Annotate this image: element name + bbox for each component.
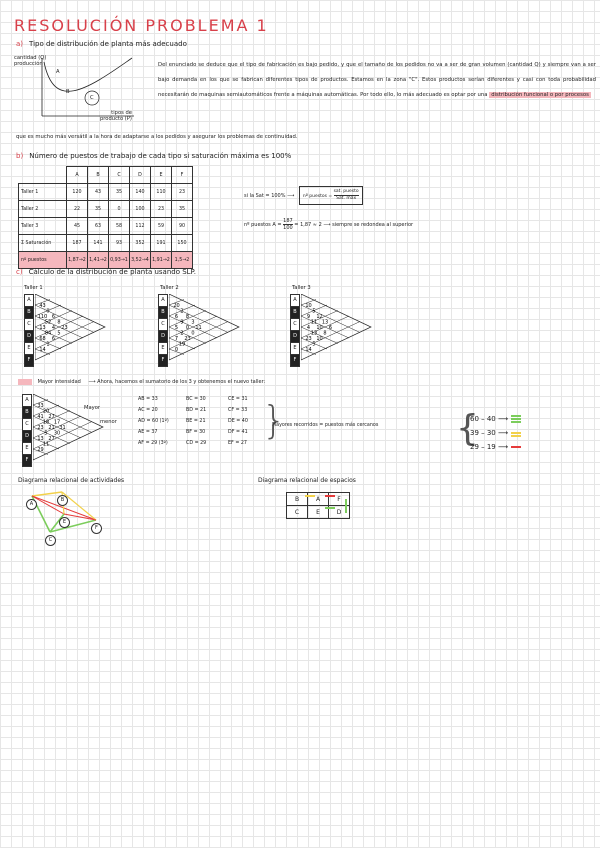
relation-value: 6 <box>328 325 333 331</box>
relation-value: 1 <box>46 341 50 348</box>
relation-value: 30 <box>53 430 61 437</box>
relation-value: 8 <box>57 319 61 326</box>
page-title: RESOLUCIÓN PROBLEMA 1 <box>14 16 269 35</box>
table-cell: 35 <box>109 184 130 201</box>
relation-value: 0 <box>191 330 195 337</box>
activity-letter: C <box>158 319 168 331</box>
relation-value: 31 <box>59 425 66 431</box>
relation-value: 2 <box>180 308 184 315</box>
relation-value: 7 <box>174 336 179 342</box>
intensity-legend <box>18 377 265 388</box>
table-cell: 1,87→2 <box>67 252 88 269</box>
note-mayor: Mayor <box>84 405 101 411</box>
node-e: E <box>59 508 70 528</box>
relation-value: 27 <box>48 414 55 420</box>
activity-letter: F <box>158 355 168 367</box>
table-cell: 150 <box>172 235 193 252</box>
activity-letter: B <box>24 307 34 319</box>
legend-swatch <box>18 379 32 385</box>
slp-triangle-taller-3 <box>290 294 400 364</box>
range-red: 29 – 19 ⟶ <box>470 440 521 454</box>
letter-column <box>24 294 34 367</box>
section-b-title: Número de puestos de trabajo de cada tipo si saturación máxima es 100% <box>29 152 292 160</box>
relation-value: 13 <box>37 436 44 442</box>
row-label: nº puestos <box>19 252 67 269</box>
pq-graph <box>14 52 154 134</box>
section-c-heading <box>16 268 196 276</box>
table-cell: 1,41→2 <box>88 252 109 269</box>
activity-letter: B <box>158 307 168 319</box>
table-cell: 3,52→4 <box>130 252 151 269</box>
spaces-layout <box>286 492 350 519</box>
spaces-diagram-title: Diagrama relacional de espacios <box>258 477 356 484</box>
formula-saturation: si la Sat = 100% ⟶ nº puestos = sat. puesto Sat. máx <box>244 186 363 205</box>
table-row <box>19 235 193 252</box>
relation-value: 11 <box>195 325 202 331</box>
highlight-functional: distribución funcional o por procesos <box>491 92 589 98</box>
relation-value: 18 <box>42 419 50 426</box>
relation-triangle <box>33 394 133 464</box>
taller-2-label: Taller 2 <box>160 285 179 291</box>
relation-value: 43 <box>39 303 46 309</box>
space-cell: A <box>308 493 329 506</box>
table-cell: 100 <box>130 201 151 218</box>
formula-puestos-a: nº puestos A = $\frac{187}{100}$ = 1,87 ≈ 2 ⟶ siempre se redondea al superior <box>244 218 414 231</box>
letter-column <box>158 294 168 367</box>
relation-triangle <box>301 294 401 364</box>
node-c: C <box>45 526 56 546</box>
space-cell: D <box>329 506 350 519</box>
table-cell: 23 <box>172 184 193 201</box>
relation-value: 0 <box>174 347 179 353</box>
space-cell: E <box>308 506 329 519</box>
relation-value: 6 <box>51 336 56 342</box>
section-a-paragraph: Del enunciado se deduce que el tipo de fabricación es bajo pedido, y que el tamaño de los pedidos no va a ser de gran volumen (cantidad Q) y siempre van a ser bajo demanda en los que se fabrican diferentes tipos de productos. Estamos en la zona "C". Estos productos serían diferentes y casi con toda probabilidad necesitarán de maquinas semiautomáticos frente a máquinas automáticas. Por todo ello, lo más adecuado es optar por una distribución funcional o por procesos <box>158 62 596 98</box>
activity-letter: F <box>24 355 34 367</box>
relation-value: 20 <box>173 303 180 309</box>
relation-value: 6 <box>51 314 56 320</box>
link-ed <box>325 507 335 509</box>
row-label: Taller 1 <box>19 184 67 201</box>
relation-value: 33 <box>37 403 44 409</box>
relation-triangle <box>35 294 135 364</box>
activity-letter: C <box>22 419 32 431</box>
relation-value: 5 <box>312 341 316 348</box>
relation-value: 14 <box>305 347 312 353</box>
letter-column <box>290 294 300 367</box>
section-c-title: Cálculo de la distribución de planta usando SLP. <box>28 268 196 276</box>
row-label: Taller 2 <box>19 201 67 218</box>
row-label: Taller 3 <box>19 218 67 235</box>
table-row <box>19 184 193 201</box>
graph-ylabel: cantidad (Q) producción <box>14 55 47 67</box>
table-cell: 23 <box>151 201 172 218</box>
relation-value: 10 <box>316 325 323 331</box>
relation-value: 27 <box>48 436 55 442</box>
graph-point-a: A <box>56 69 60 75</box>
col-header: C <box>109 167 130 184</box>
relation-value: 5 <box>174 325 179 331</box>
sum-row: AC = 20 BD = 21 CF = 33 <box>138 408 248 413</box>
table-cell: 141 <box>88 235 109 252</box>
relation-value: 8 <box>185 314 190 320</box>
relation-value: 13 <box>321 319 329 326</box>
activity-letter: E <box>22 443 32 455</box>
activity-letter: D <box>24 331 34 343</box>
node-a: A <box>26 490 37 510</box>
table-row-puestos <box>19 252 193 269</box>
activity-letter: C <box>24 319 34 331</box>
col-header: F <box>172 167 193 184</box>
table-cell: 120 <box>67 184 88 201</box>
table-cell: 35 <box>172 201 193 218</box>
relation-value: 12 <box>316 314 323 320</box>
col-header: E <box>151 167 172 184</box>
range-legend <box>470 412 521 454</box>
relation-value: 4 <box>51 325 56 331</box>
table-cell: 187 <box>67 235 88 252</box>
relation-value: 23 <box>305 336 312 342</box>
sum-row: AD = 60 (1º) BE = 21 DE = 40 <box>138 419 248 424</box>
relation-value: 8 <box>323 330 327 337</box>
slp-triangle-taller-1 <box>24 294 134 364</box>
pair-sums <box>138 394 268 449</box>
relation-value: 6 <box>174 314 179 320</box>
space-cell: B <box>287 493 308 506</box>
col-header: A <box>67 167 88 184</box>
relation-value: 5 <box>57 330 61 337</box>
table-cell: 0,93→1 <box>109 252 130 269</box>
relation-value: 20 <box>42 408 50 415</box>
legend-label: Mayor intensidad <box>37 379 81 385</box>
table-cell: 43 <box>88 184 109 201</box>
relation-value: 110 <box>37 314 48 320</box>
table-cell: 112 <box>130 218 151 235</box>
relation-value: 52 <box>44 319 52 326</box>
relation-value: 10 <box>316 336 323 342</box>
relation-value: 68 <box>39 336 46 342</box>
link-ba <box>305 495 315 497</box>
relation-value: 3 <box>191 319 195 326</box>
legend-text: ⟶ Ahora, hacemos el sumatorio de los 3 y obtenemos el nuevo taller: <box>88 379 266 385</box>
brace-left: } <box>262 398 287 442</box>
relation-value: 14 <box>39 347 46 353</box>
range-yellow: 39 – 30 ⟶ <box>470 426 521 440</box>
table-header-row <box>19 167 193 184</box>
table-cell: 110 <box>151 184 172 201</box>
section-c-label: c) <box>16 268 23 276</box>
table-cell: 1,5→2 <box>172 252 193 269</box>
section-a-paragraph-end: que es mucho más versátil a la hora de adaptarse a los pedidos y asegurar los problemas de continuidad. <box>16 134 298 140</box>
activity-letter: E <box>290 343 300 355</box>
link-fd <box>345 499 347 513</box>
section-b-label: b) <box>16 152 24 160</box>
section-a-heading <box>16 40 187 48</box>
brace-right: { <box>456 408 479 449</box>
activity-letter: D <box>22 431 32 443</box>
section-a-label: a) <box>16 40 24 48</box>
col-header: D <box>130 167 151 184</box>
node-f: F <box>91 514 102 534</box>
relation-value: 4 <box>306 325 311 331</box>
graph-point-b: B <box>66 89 70 95</box>
activity-letter: B <box>22 407 32 419</box>
relation-value: 13 <box>310 330 318 337</box>
relation-triangle <box>169 294 269 364</box>
section-b-heading <box>16 152 291 160</box>
activity-letter: E <box>24 343 34 355</box>
activity-letter: C <box>290 319 300 331</box>
relation-value: 10 <box>305 303 312 309</box>
activity-letter: B <box>290 307 300 319</box>
table-cell: 63 <box>88 218 109 235</box>
col-header: B <box>88 167 109 184</box>
relation-value: 9 <box>180 319 184 326</box>
activity-letter: A <box>22 394 32 407</box>
activity-letter: F <box>22 455 32 467</box>
activity-letter: A <box>24 294 34 307</box>
relation-value: 21 <box>48 425 55 431</box>
table-cell: 191 <box>151 235 172 252</box>
table-cell: 1,91→2 <box>151 252 172 269</box>
slp-triangle-taller-2 <box>158 294 268 364</box>
table-cell: 59 <box>151 218 172 235</box>
slp-triangle-total <box>22 394 132 464</box>
relation-value: 2 <box>180 330 184 337</box>
relation-value: 19 <box>178 341 186 348</box>
table-cell: 140 <box>130 184 151 201</box>
activity-letter: D <box>158 331 168 343</box>
table-cell: 93 <box>109 235 130 252</box>
relation-value: 5 <box>44 430 48 437</box>
saturation-table <box>18 166 193 269</box>
relation-value: 5 <box>312 308 316 315</box>
section-a-title: Tipo de distribución de planta más adecuado <box>29 40 187 48</box>
row-label: Σ Saturación <box>19 235 67 252</box>
relation-value: 41 <box>37 414 44 420</box>
table-cell: 22 <box>67 201 88 218</box>
table-cell: 90 <box>172 218 193 235</box>
graph-point-c: C <box>90 95 94 101</box>
relation-value: 0 <box>185 325 190 331</box>
node-b: B <box>57 486 68 506</box>
relation-value: 84 <box>44 330 52 337</box>
table-cell: 58 <box>109 218 130 235</box>
activities-diagram-title: Diagrama relacional de actividades <box>18 477 125 484</box>
relation-value: 23 <box>37 425 44 431</box>
relation-value: 23 <box>61 325 68 331</box>
activity-letter: E <box>158 343 168 355</box>
taller-3-label: Taller 3 <box>292 285 311 291</box>
relation-value: 9 <box>306 314 311 320</box>
formula-box: nº puestos = sat. puesto Sat. máx <box>299 186 363 205</box>
relation-value: 29 <box>37 447 44 453</box>
sum-row: AF = 29 (3º) CD = 29 EF = 27 <box>138 441 247 446</box>
relation-value: 13 <box>39 325 46 331</box>
sum-row: AB = 33 BC = 30 CE = 31 <box>138 397 248 402</box>
letter-column <box>22 394 32 467</box>
taller-1-label: Taller 1 <box>24 285 43 291</box>
relation-value: 23 <box>184 336 191 342</box>
sum-row: AE = 37 BF = 30 DF = 41 <box>138 430 248 435</box>
table-cell: 45 <box>67 218 88 235</box>
activity-letter: A <box>158 294 168 307</box>
range-green: 60 – 40 ⟶ <box>470 412 521 426</box>
link-af <box>325 495 335 497</box>
relation-value: 17 <box>53 419 61 426</box>
table-row <box>19 201 193 218</box>
space-cell: F <box>329 493 350 506</box>
relation-value: 11 <box>310 319 318 326</box>
note-menor: menor <box>100 419 117 425</box>
table-row <box>19 218 193 235</box>
table-cell: 35 <box>88 201 109 218</box>
sums-note: Mayores recorridos = puestos más cercanos <box>272 423 379 428</box>
graph-xlabel: tipos de producto (P) <box>100 110 132 122</box>
activity-letter: D <box>290 331 300 343</box>
table-cell: 352 <box>130 235 151 252</box>
activity-letter: A <box>290 294 300 307</box>
space-cell: C <box>287 506 308 519</box>
activity-letter: F <box>290 355 300 367</box>
relation-value: 0 <box>46 308 50 315</box>
table-cell: 0 <box>109 201 130 218</box>
relation-value: 11 <box>42 441 50 448</box>
